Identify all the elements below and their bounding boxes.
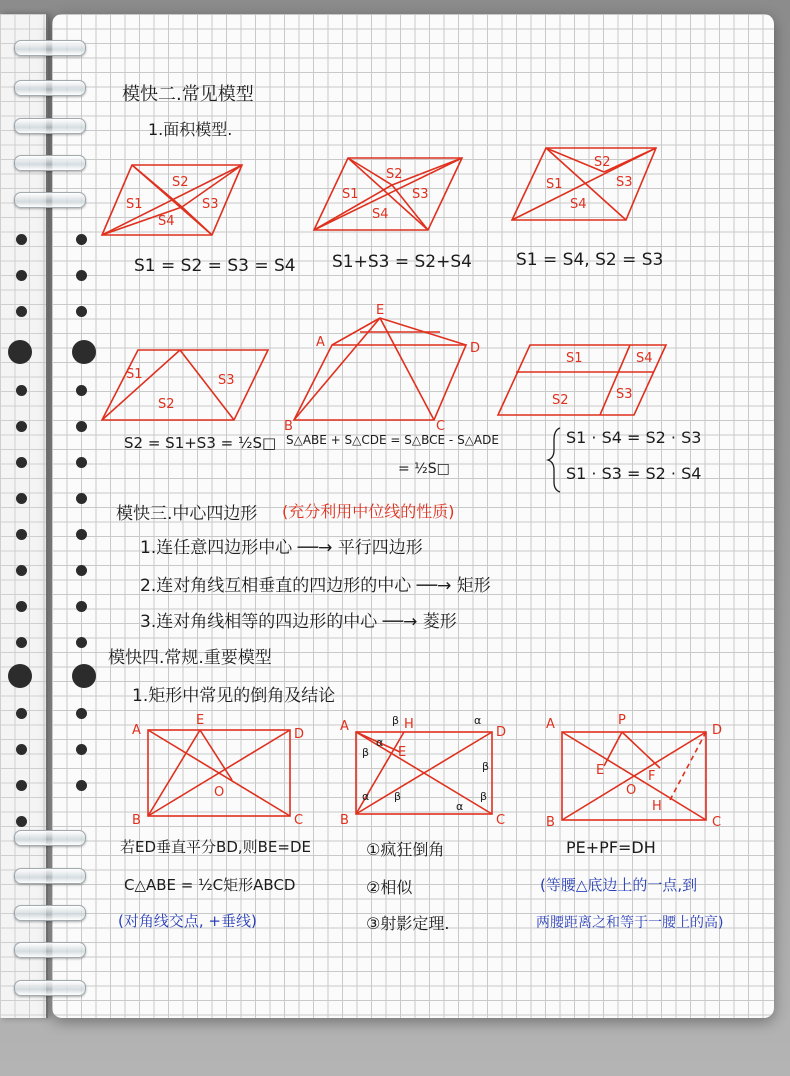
label-p: P <box>618 713 626 728</box>
rect2-conclusion-2: ②相似 <box>366 878 413 897</box>
label-beta: β <box>362 746 370 759</box>
label-s1: S1 <box>126 367 143 382</box>
label-s3: S3 <box>412 187 429 202</box>
section3-note: (充分利用中位线的性质) <box>282 502 455 521</box>
formula-area-6b: S1 · S3 = S2 · S4 <box>566 464 702 483</box>
label-b: B <box>340 813 349 828</box>
label-s2: S2 <box>552 393 569 408</box>
label-alpha: α <box>474 714 482 727</box>
label-s3: S3 <box>616 175 633 190</box>
label-e: E <box>398 745 407 760</box>
label-h: H <box>652 799 662 814</box>
center-quad-item-1: 1.连任意四边形中心 ──→ 平行四边形 <box>140 538 423 558</box>
formula-area-2: S1+S3 = S2+S4 <box>332 252 472 272</box>
center-quad-item-2: 2.连对角线互相垂直的四边形的中心 ──→ 矩形 <box>140 576 491 596</box>
label-s3: S3 <box>218 373 235 388</box>
formula-area-3: S1 = S4, S2 = S3 <box>516 250 664 270</box>
label-a: A <box>132 723 141 738</box>
label-s1: S1 <box>546 177 563 192</box>
formula-area-6a: S1 · S4 = S2 · S3 <box>566 428 702 447</box>
label-s4: S4 <box>636 351 653 366</box>
label-e: E <box>376 303 385 318</box>
label-s2: S2 <box>594 155 611 170</box>
label-b: B <box>546 815 555 830</box>
label-b: B <box>132 813 141 828</box>
formula-area-5b: = ½S□ <box>398 461 450 477</box>
label-s1: S1 <box>566 351 583 366</box>
label-c: C <box>294 813 304 828</box>
label-s4: S4 <box>158 214 175 229</box>
label-s2: S2 <box>172 175 189 190</box>
label-o: O <box>626 783 637 798</box>
label-d: D <box>294 727 305 742</box>
label-s4: S4 <box>570 197 587 212</box>
label-b: B <box>284 419 293 434</box>
center-quad-item-3: 3.连对角线相等的四边形的中心 ──→ 菱形 <box>140 612 457 632</box>
label-c: C <box>436 419 446 434</box>
label-a: A <box>316 335 325 350</box>
label-c: C <box>496 813 506 828</box>
label-e: E <box>596 763 605 778</box>
label-alpha: α <box>456 800 464 813</box>
rect-model-subheading: 1.矩形中常见的倒角及结论 <box>132 686 336 706</box>
figure-rect-3 <box>546 713 722 830</box>
label-beta: β <box>482 760 490 773</box>
formula-area-5a: S△ABE + S△CDE = S△BCE - S△ADE <box>286 433 499 447</box>
rect1-conclusion-3: (对角线交点, +垂线) <box>118 912 257 930</box>
formula-area-1: S1 = S2 = S3 = S4 <box>134 256 296 276</box>
label-h: H <box>404 717 414 732</box>
figure-rect-1 <box>132 713 304 828</box>
figure-rect-2 <box>340 714 506 828</box>
section3-heading: 模快三.中心四边形 <box>116 504 258 524</box>
rect1-conclusion-1: 若ED垂直平分BD,则BE=DE <box>120 838 312 856</box>
rect2-conclusion-1: ①疯狂倒角 <box>366 840 445 859</box>
rect2-conclusion-3: ③射影定理. <box>366 914 450 933</box>
label-s1: S1 <box>342 187 359 202</box>
label-beta: β <box>394 790 402 803</box>
label-alpha: α <box>362 790 370 803</box>
rect1-conclusion-2: C△ABE = ½C矩形ABCD <box>124 876 296 894</box>
label-d: D <box>712 723 723 738</box>
label-s4: S4 <box>372 207 389 222</box>
rect3-conclusion-3: 两腰距离之和等于一腰上的高) <box>536 915 724 931</box>
label-s1: S1 <box>126 197 143 212</box>
label-s2: S2 <box>158 397 175 412</box>
label-d: D <box>470 341 481 356</box>
label-c: C <box>712 815 722 830</box>
rect3-conclusion-1: PE+PF=DH <box>566 838 656 857</box>
label-beta: β <box>480 790 488 803</box>
label-s3: S3 <box>202 197 219 212</box>
label-a: A <box>546 717 555 732</box>
formula-area-4: S2 = S1+S3 = ½S□ <box>124 434 277 452</box>
label-f: F <box>648 769 656 784</box>
label-alpha: α <box>376 736 384 749</box>
label-beta: β <box>392 714 400 727</box>
label-d: D <box>496 725 507 740</box>
section4-heading: 模快四.常规.重要模型 <box>108 648 272 668</box>
rect3-conclusion-2: (等腰△底边上的一点,到 <box>540 876 698 894</box>
label-a: A <box>340 719 349 734</box>
section2-heading: 模快二.常见模型 <box>122 84 254 105</box>
label-s2: S2 <box>386 167 403 182</box>
label-e: E <box>196 713 205 728</box>
label-s3: S3 <box>616 387 633 402</box>
area-model-subheading: 1.面积模型. <box>148 120 233 139</box>
label-o: O <box>214 785 225 800</box>
